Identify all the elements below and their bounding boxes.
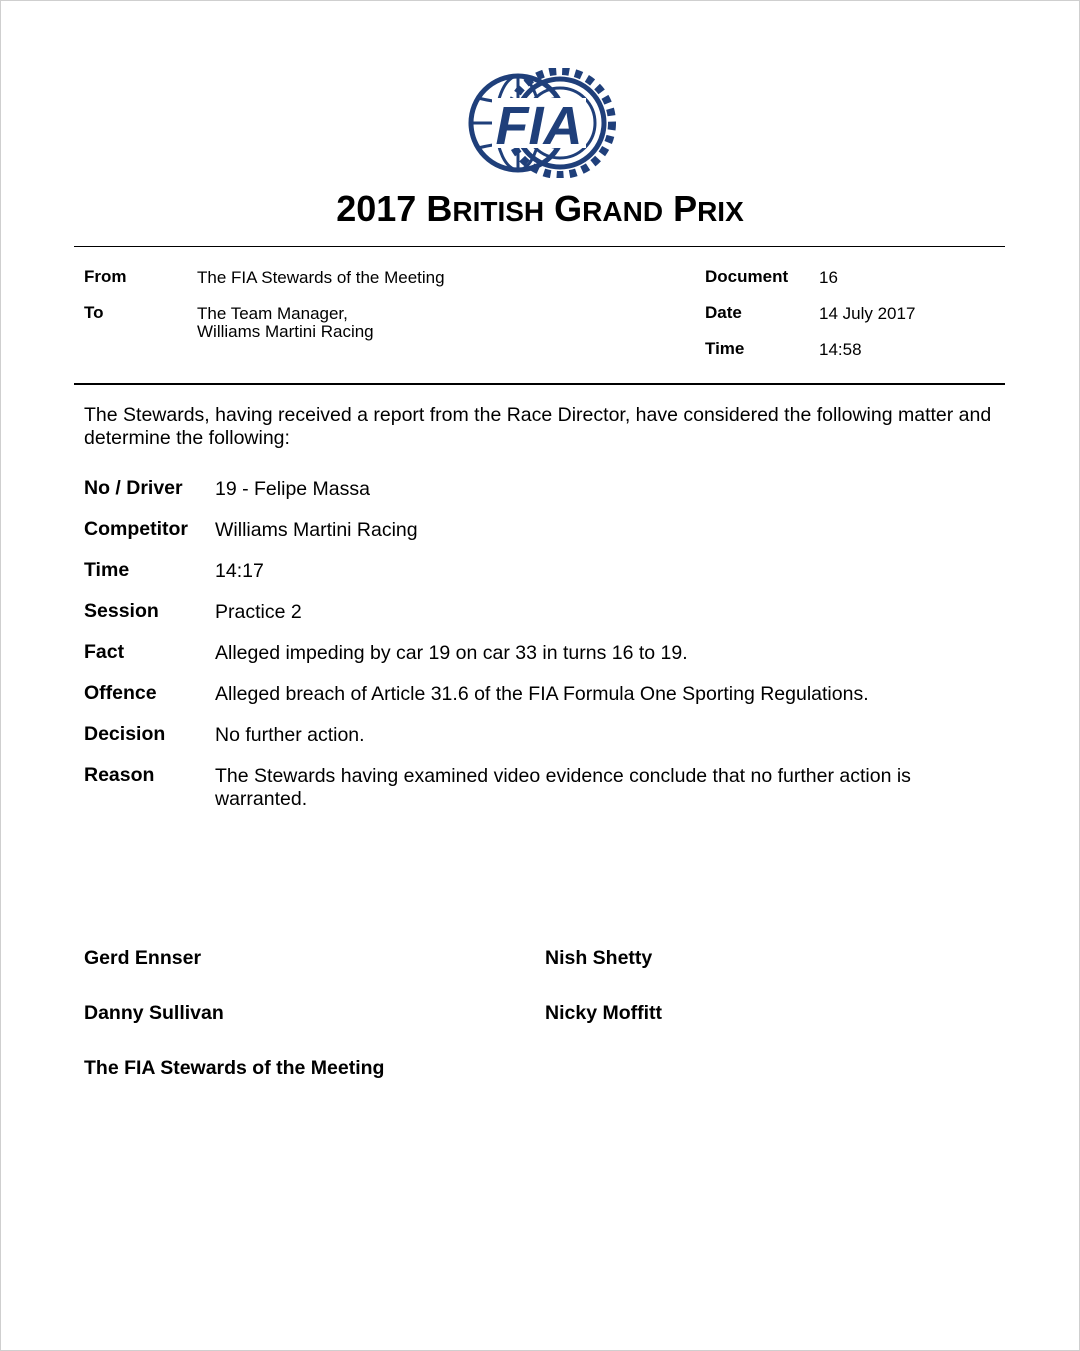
session-label: Session [84,600,159,622]
page-title [0,186,1080,235]
competitor-value: Williams Martini Racing [215,519,418,541]
document-value: 16 [819,268,838,287]
fact-value: Alleged impeding by car 19 on car 33 in turns 16 to 19. [215,642,688,664]
decision-label: Decision [84,723,166,745]
fia-logo [462,68,616,178]
intro-paragraph: The Stewards, having received a report from the Race Director, have considered the following matter and determine the following: [84,404,992,449]
from-value: The FIA Stewards of the Meeting [197,268,445,287]
offence-label: Offence [84,682,157,704]
incident-time-value: 14:17 [215,560,264,582]
fact-label: Fact [84,641,125,663]
stewards-footer: The FIA Stewards of the Meeting [84,1057,385,1079]
steward-2: Nish Shetty [545,947,653,969]
to-value-line-1: The Team Manager, [197,304,348,323]
title-word-2-rest: RAND [582,196,664,227]
date-label: Date [705,303,742,322]
header-bottom-rule [74,383,1005,385]
incident-time-label: Time [84,559,130,581]
steward-3: Danny Sullivan [84,1002,224,1024]
issue-time-label: Time [705,339,745,358]
date-value: 14 July 2017 [819,304,916,323]
title-word-1-rest: RITISH [452,196,545,227]
to-value-line-2: Williams Martini Racing [197,322,374,341]
session-value: Practice 2 [215,601,302,623]
title-word-3-initial: P [673,188,698,229]
fia-logo-text: FIA [495,96,583,156]
title-word-3-rest: RIX [697,196,744,227]
steward-1: Gerd Ennser [84,947,202,969]
steward-4: Nicky Moffitt [545,1002,662,1024]
driver-value: 19 - Felipe Massa [215,478,370,500]
title-word-2-initial: G [554,188,583,229]
offence-value: Alleged breach of Article 31.6 of the FIA Formula One Sporting Regulations. [215,683,869,705]
decision-value: No further action. [215,724,365,746]
header-top-rule [74,246,1005,247]
driver-label: No / Driver [84,477,183,499]
reason-label: Reason [84,764,155,786]
title-year: 2017 [336,188,417,229]
title-word-1-initial: B [426,188,453,229]
competitor-label: Competitor [84,518,188,540]
to-label: To [84,303,104,322]
from-label: From [84,267,127,286]
issue-time-value: 14:58 [819,340,862,359]
document-label: Document [705,267,789,286]
reason-value: The Stewards having examined video evidence conclude that no further action is warranted. [215,765,911,810]
